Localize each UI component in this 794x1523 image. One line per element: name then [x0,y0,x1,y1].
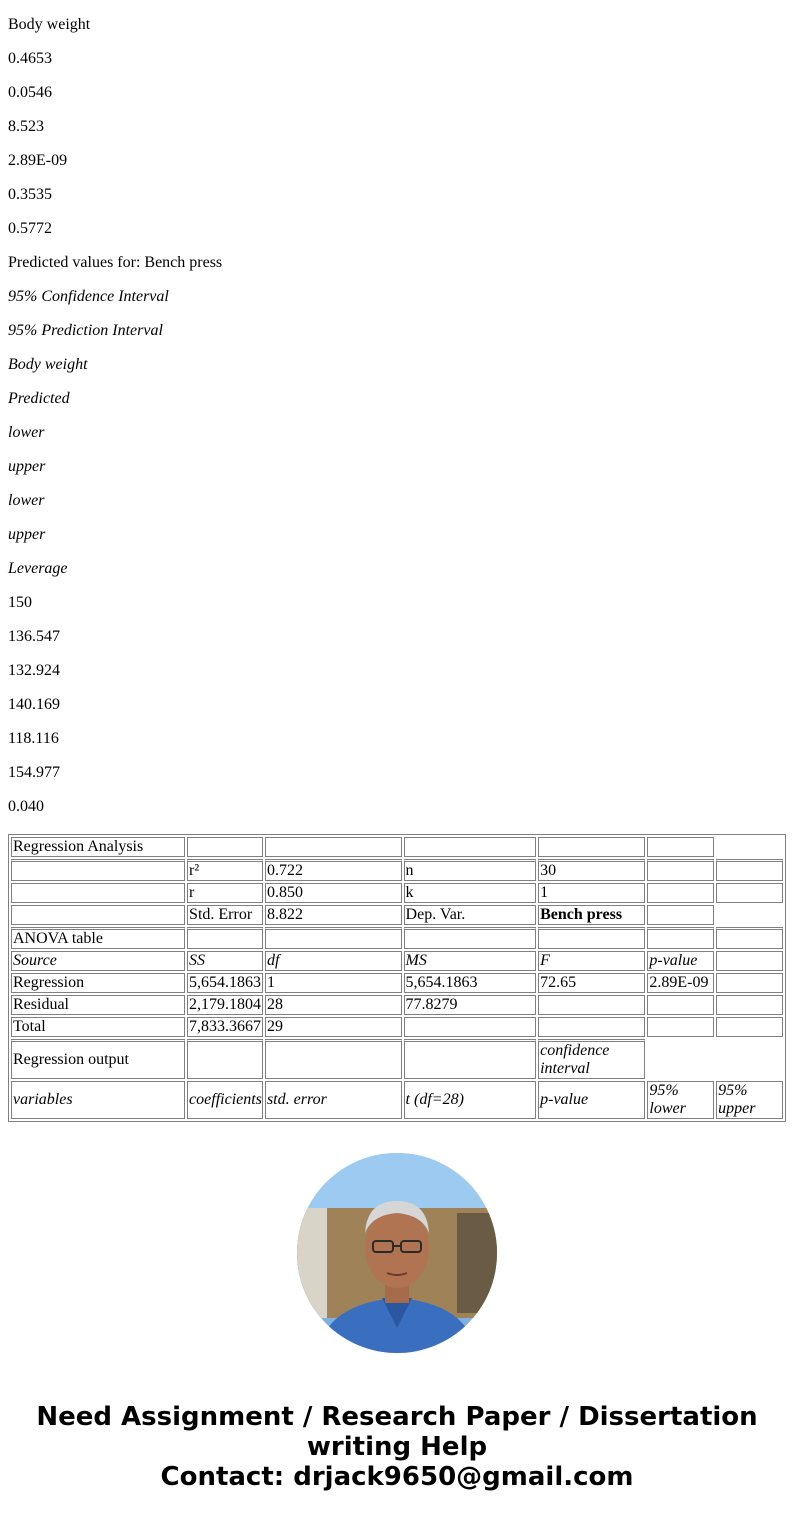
table-cell [647,927,714,949]
summary-lines [8,16,788,832]
summary-line: 118.116 [8,730,59,747]
table-cell: confidence interval [538,1039,645,1079]
table-cell: 2,179.1804 [189,996,262,1013]
table-cell: coefficients [187,1081,263,1119]
summary-line: 154.977 [8,764,60,781]
table-cell: Dep. Var. [404,905,537,925]
table-cell [404,1039,537,1079]
table-cell [187,837,263,857]
table-cell: n [404,859,537,881]
table-cell: ANOVA table [11,927,185,949]
table-cell [265,1039,402,1079]
table-cell: df [265,951,402,971]
table-cell [538,837,645,857]
table-cell [716,905,783,925]
table-cell [538,1017,645,1037]
table-cell [11,905,185,925]
table-cell [187,1039,263,1079]
table-cell [538,995,645,1015]
table-cell [265,927,402,949]
table-cell: 1 [538,883,645,903]
author-avatar [297,1153,497,1353]
table-cell [716,859,783,881]
table-cell: 2.89E-09 [647,973,714,993]
table-cell: Std. Error [187,905,263,925]
table-row [11,973,783,993]
table-cell: Bench press [538,905,645,925]
regression-table-container [8,834,786,1123]
summary-line: Predicted values for: Bench press [8,254,223,271]
table-row [11,859,783,881]
table-cell [647,905,714,925]
table-cell [647,859,714,881]
summary-line: 8.523 [8,118,44,135]
summary-line: Body weight [8,356,88,373]
table-cell [11,859,185,881]
table-row [11,995,783,1015]
table-cell: Regression Analysis [11,837,185,857]
table-cell [647,883,714,903]
table-cell: SS [187,951,263,971]
table-row [11,837,783,857]
table-cell [716,951,783,971]
summary-line: Leverage [8,560,68,577]
table-cell [647,995,714,1015]
summary-line: Body weight [8,16,91,33]
table-cell: 29 [265,1017,402,1037]
table-cell: k [404,883,537,903]
table-row [11,1017,783,1037]
table-cell: 0.850 [265,883,402,903]
table-cell: 77.8279 [404,995,537,1015]
table-cell: std. error [265,1081,402,1119]
table-cell: 28 [265,995,402,1015]
table-cell: Total [11,1017,185,1037]
table-cell [716,883,783,903]
table-cell: 8.822 [265,905,402,925]
footer-line-3: Contact: drjack9650@gmail.com [160,1462,634,1492]
table-cell [11,883,185,903]
table-cell [404,1017,537,1037]
table-cell: Residual [11,995,185,1015]
table-cell: MS [404,951,537,971]
table-cell: Regression [11,973,185,993]
table-cell [647,1017,714,1037]
table-cell: 1 [265,973,402,993]
table-cell: 0.722 [265,859,402,881]
table-cell: variables [11,1081,185,1119]
summary-line: upper [8,458,46,475]
person-photo-icon [297,1153,497,1353]
table-cell [404,927,537,949]
table-cell [716,1039,783,1079]
summary-line: 0.040 [8,798,44,815]
table-cell [538,927,645,949]
contact-footer [0,1402,794,1492]
table-cell: 5,654.1863 [189,974,262,991]
summary-line: 0.0546 [8,84,52,101]
summary-line: 150 [8,594,32,611]
summary-line: upper [8,526,46,543]
table-cell: r [187,883,263,903]
table-row [11,883,783,903]
table-row [11,1039,783,1079]
table-cell: Regression output [11,1039,185,1079]
summary-line: Predicted [8,390,70,407]
summary-line: 132.924 [8,662,60,679]
summary-line: 2.89E-09 [8,152,68,169]
table-cell [716,973,783,993]
table-cell: 72.65 [538,973,645,993]
table-cell: p-value [647,951,714,971]
table-cell [716,927,783,949]
table-cell [647,837,714,857]
table-cell: 95% upper [716,1081,783,1119]
table-cell: p-value [538,1081,645,1119]
table-cell: r² [187,859,263,881]
table-row [11,905,783,925]
table-row [11,1081,783,1119]
table-cell: 95% lower [647,1081,714,1119]
table-row [11,927,783,949]
table-cell [716,837,783,857]
table-cell: 30 [538,859,645,881]
table-cell [404,837,537,857]
summary-line: 95% Confidence Interval [8,288,169,305]
summary-line: 95% Prediction Interval [8,322,163,339]
footer-line-1: Need Assignment / Research Paper / Dissertation [36,1402,758,1432]
footer-line-2: writing Help [306,1432,488,1462]
summary-line: 136.547 [8,628,60,645]
table-cell [716,995,783,1015]
summary-line: 0.5772 [8,220,52,237]
table-cell [716,1017,783,1037]
summary-line: lower [8,424,45,441]
table-cell: 5,654.1863 [404,973,537,993]
table-cell: t (df=28) [404,1081,537,1119]
summary-line: 0.3535 [8,186,52,203]
summary-line: 140.169 [8,696,60,713]
summary-line: lower [8,492,45,509]
table-cell [187,927,263,949]
table-cell: Source [11,951,185,971]
table-cell [647,1039,714,1079]
table-row [11,951,783,971]
table-cell: 7,833.3667 [189,1018,262,1035]
summary-line: 0.4653 [8,50,52,67]
regression-table [8,834,786,1122]
table-cell [265,837,402,857]
table-cell: F [538,951,645,971]
